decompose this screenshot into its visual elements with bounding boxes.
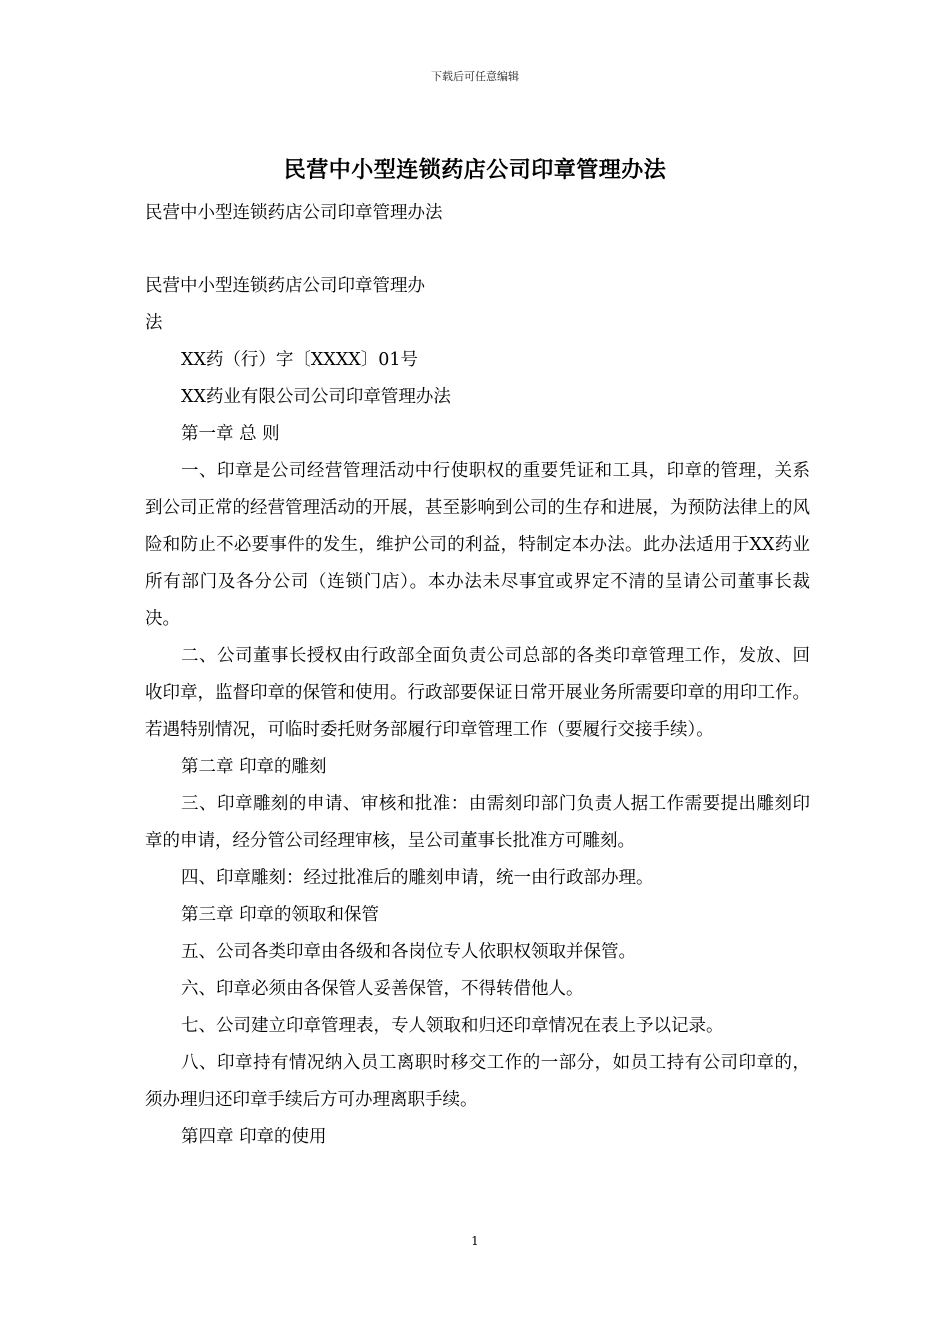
chapter-heading: 第一章 总 则 bbox=[181, 424, 280, 444]
document-title: 民营中小型连锁药店公司印章管理办法 bbox=[283, 157, 667, 183]
paragraph: 七、公司建立印章管理表，专人领取和归还印章情况在表上予以记录。 bbox=[181, 1016, 724, 1036]
paragraph: 五、公司各类印章由各级和各岗位专人依职权领取并保管。 bbox=[181, 942, 636, 962]
chapter-heading: 第四章 印章的使用 bbox=[181, 1127, 327, 1147]
paragraph: 二、公司董事长授权由行政部全面负责公司总部的各类印章管理工作，发放、回收印章，监督印章的保管和使用。行政部要保证日常开展业务所需要印章的用印工作。若遇特别情况，可临时委托财务部履行印章管理工作（要履行交接手续）。 bbox=[145, 646, 810, 740]
subtitle-line: 民营中小型连锁药店公司印章管理办法 bbox=[145, 203, 443, 223]
paragraph: 六、印章必须由各保管人妥善保管，不得转借他人。 bbox=[181, 979, 584, 999]
right-aligned-title-continuation: 法 bbox=[145, 313, 163, 333]
right-aligned-title: 民营中小型连锁药店公司印章管理办 bbox=[145, 276, 425, 296]
paragraph: 八、印章持有情况纳入员工离职时移交工作的一部分，如员工持有公司印章的，须办理归还印章手续后方可办理离职手续。 bbox=[145, 1053, 810, 1110]
chapter-heading: 第三章 印章的领取和保管 bbox=[181, 905, 380, 925]
blank-line bbox=[145, 232, 810, 268]
chapter-heading: 第二章 印章的雕刻 bbox=[181, 757, 327, 777]
paragraph: 一、印章是公司经营管理活动中行使职权的重要凭证和工具，印章的管理，关系到公司正常的经营管理活动的开展，甚至影响到公司的生存和进展，为预防法律上的风险和防止不必要事件的发生，维护公司的利益，特制定本办法。此办法适用于XX药业所有部门及各分公司（连锁门店）。本办法未尽事宜或界定不清的呈请公司董事长裁决。 bbox=[145, 461, 810, 629]
document-body bbox=[145, 195, 810, 1156]
header-note: 下载后可任意编辑 bbox=[431, 70, 519, 83]
document-number: XX药（行）字〔XXXX〕01号 bbox=[181, 350, 419, 370]
paragraph: 四、印章雕刻：经过批准后的雕刻申请，统一由行政部办理。 bbox=[181, 868, 654, 888]
paragraph: 三、印章雕刻的申请、审核和批准：由需刻印部门负责人据工作需要提出雕刻印章的申请，经分管公司经理审核，呈公司董事长批准方可雕刻。 bbox=[145, 794, 810, 851]
document-subject: XX药业有限公司公司印章管理办法 bbox=[181, 387, 451, 407]
page-number: 1 bbox=[471, 1234, 479, 1248]
